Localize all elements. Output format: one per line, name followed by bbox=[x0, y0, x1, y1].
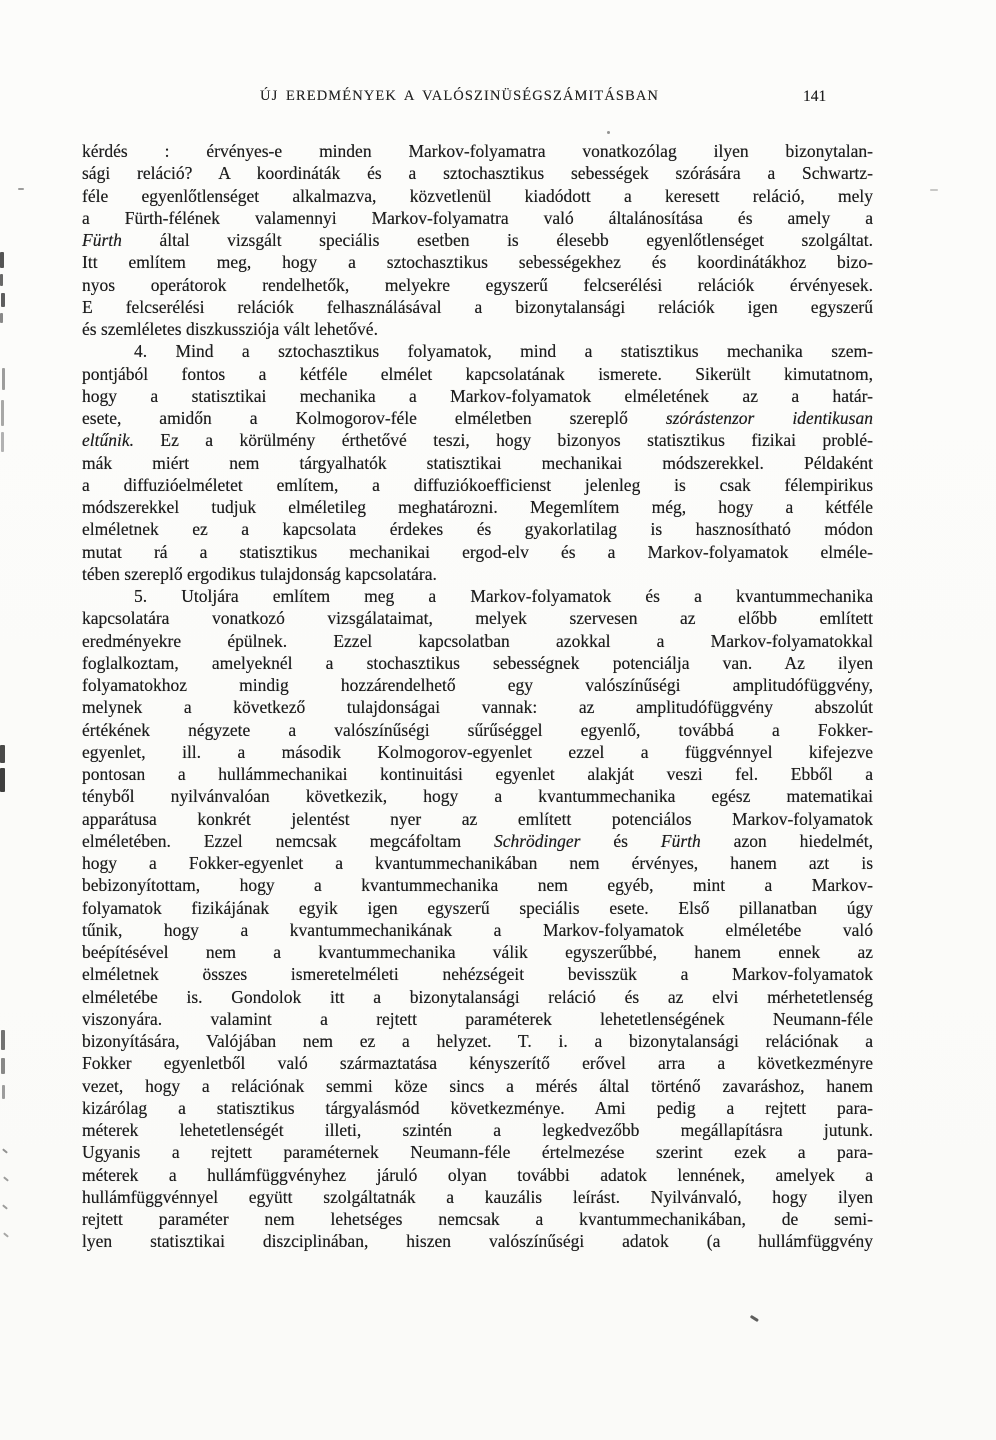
text-segment: és szemléletes diszkussziója vált lehetővé. bbox=[82, 319, 378, 339]
text-line bbox=[82, 1141, 873, 1163]
text-line bbox=[82, 452, 873, 474]
text-segment: elméletnek összes ismeretelméleti nehézségeit bevisszük a Markov-folyamatok bbox=[82, 964, 873, 985]
italic-text-segment: Fürth bbox=[82, 230, 122, 250]
scan-artifact bbox=[1, 1058, 5, 1074]
text-line bbox=[82, 1052, 873, 1074]
paragraph bbox=[82, 585, 873, 1253]
text-segment: nyos operátorok rendelhetők, melyekre egyszerű felcserélési relációk érvényesek. bbox=[82, 274, 873, 295]
text-segment: kapcsolatára vonatkozó vizsgálataimat, melyek szervesen az előbb említett bbox=[82, 608, 873, 629]
scan-artifact bbox=[2, 368, 5, 390]
text-line bbox=[82, 830, 873, 852]
text-segment: esete, amidőn a Kolmogorov-féle elméletben szereplő bbox=[82, 408, 666, 428]
text-line bbox=[82, 785, 873, 807]
text-line bbox=[82, 674, 873, 696]
text-line bbox=[82, 474, 873, 496]
text-line bbox=[82, 140, 873, 162]
text-segment: foglalkoztam, amelyeknél a stochasztikus sebességnek potenciálja van. Az ilyen bbox=[82, 652, 873, 673]
text-line bbox=[82, 518, 873, 540]
scan-artifact bbox=[2, 1204, 8, 1209]
text-segment: eredményekre épülnek. Ezzel kapcsolatban azokkal a Markov-folyamatokkal bbox=[82, 630, 873, 651]
text-line bbox=[82, 585, 873, 607]
scan-artifact bbox=[0, 745, 5, 763]
text-line bbox=[82, 852, 873, 874]
text-segment: bebizonyítottam, hogy a kvantummechanika nem egyéb, mint a Markov- bbox=[82, 875, 873, 896]
text-line bbox=[82, 251, 873, 273]
text-segment: tében szereplő ergodikus tulajdonság kapcsolatára. bbox=[82, 563, 437, 584]
text-segment: mák miért nem tárgyalhatók statisztikai mechanikai módszerekkel. Példaként bbox=[82, 452, 873, 473]
text-line bbox=[82, 1230, 873, 1252]
text-line bbox=[82, 808, 873, 830]
text-segment: mutat rá a statisztikus mechanikai ergod-elv és a Markov-folyamatok elméle- bbox=[82, 541, 873, 562]
scan-artifact bbox=[18, 188, 24, 190]
text-segment: méterek lehetetlenségét illeti, szintén a legkedvezőbb megállapításra jutunk. bbox=[82, 1120, 873, 1140]
scan-artifact bbox=[0, 313, 3, 323]
scan-artifact bbox=[3, 1232, 9, 1237]
text-line bbox=[82, 719, 873, 741]
scan-artifact bbox=[2, 1148, 8, 1153]
text-segment: által vizsgált speciális esetben is élesebb egyenlőtlenséget szolgáltat. bbox=[121, 230, 873, 250]
text-body bbox=[82, 140, 873, 1253]
text-segment: beépítésével nem a kvantummechanika válik egyszerűbbé, hanem ennek az bbox=[82, 942, 873, 962]
italic-text-segment: szórástenzor identikusan bbox=[665, 408, 873, 428]
scan-artifact bbox=[0, 252, 4, 268]
text-segment: hullámfüggvénnyel együtt szolgáltatnák a kauzális leírást. Nyilvánvaló, hogy ilyen bbox=[82, 1186, 873, 1207]
scan-artifact bbox=[0, 768, 5, 792]
text-segment: 4. Mind a sztochasztikus folyamatok, mind a statisztikus mechanika szem- bbox=[134, 341, 873, 362]
scan-artifact bbox=[2, 1085, 5, 1099]
text-segment: hogy a Fokker-egyenlet a kvantummechanikában nem érvényes, hanem azt is bbox=[82, 853, 873, 873]
text-line bbox=[82, 763, 873, 785]
text-line bbox=[82, 296, 873, 318]
text-segment: Itt említem meg, hogy a sztochasztikus sebességekhez és koordinátákhoz bizo- bbox=[82, 252, 873, 273]
text-segment: a diffuzióelméletet említem, a diffuziókoefficienst jelenleg is csak félempirikus bbox=[82, 474, 873, 495]
text-line bbox=[82, 941, 873, 963]
text-line bbox=[82, 1075, 873, 1097]
text-segment: hogy a statisztikai mechanika a Markov-folyamatok elméletének az a határ- bbox=[82, 385, 873, 406]
text-line bbox=[82, 963, 873, 985]
text-segment: a Fürth-félének valamennyi Markov-folyamatra való általánosítása és amely a bbox=[82, 207, 873, 228]
text-line bbox=[82, 741, 873, 763]
text-segment: bizonyítására, Valójában nem ez a helyzet. T. i. a bizonytalansági relációnak a bbox=[82, 1031, 873, 1051]
text-line bbox=[82, 229, 873, 251]
text-line bbox=[82, 207, 873, 229]
scan-artifact bbox=[930, 189, 938, 191]
text-line bbox=[82, 1208, 873, 1230]
text-segment: sági reláció? A koordináták és a sztochasztikus sebességek szórására a Schwartz- bbox=[82, 163, 873, 184]
text-line bbox=[82, 1097, 873, 1119]
text-line bbox=[82, 407, 873, 429]
text-line bbox=[82, 1030, 873, 1052]
italic-text-segment: Schrödinger bbox=[493, 830, 581, 851]
text-segment: Ugyanis a rejtett paraméternek Neumann-féle értelmezése szerint ezek a para- bbox=[82, 1142, 873, 1163]
text-line bbox=[82, 385, 873, 407]
text-line bbox=[82, 1008, 873, 1030]
text-line bbox=[82, 563, 873, 585]
text-segment: Fokker egyenletből való származtatása kényszerítő erővel arra a következményre bbox=[82, 1053, 873, 1074]
italic-text-segment: eltűnik. bbox=[82, 430, 134, 451]
text-line bbox=[82, 630, 873, 652]
text-segment: tényből nyilvánvalóan következik, hogy a kvantummechanika egész matematikai bbox=[82, 786, 873, 807]
text-segment: méterek a hullámfüggvényhez járuló olyan további adatok lennének, amelyek a bbox=[82, 1164, 873, 1185]
text-segment: E felcserélési relációk felhasználásával a bizonytalansági relációk igen egyszerű bbox=[82, 296, 873, 317]
text-line bbox=[82, 986, 873, 1008]
text-line bbox=[82, 696, 873, 718]
scan-artifact bbox=[1, 1030, 5, 1050]
page-number: 141 bbox=[803, 88, 827, 105]
scan-artifact bbox=[1, 400, 4, 426]
scan-artifact bbox=[607, 131, 610, 134]
text-segment: kérdés : érvényes-e minden Markov-folyamatra vonatkozólag ilyen bizonytalan- bbox=[82, 141, 873, 161]
scan-artifact bbox=[1, 432, 4, 452]
text-segment: értékének négyzete a valószínűségi sűrűséggel egyenlő, továbbá a Fokker- bbox=[82, 719, 873, 740]
text-line bbox=[82, 162, 873, 184]
text-segment: féle egyenlőtlenséget alkalmazva, közvetlenül kiadódott a keresett reláció, mely bbox=[82, 185, 873, 206]
text-line bbox=[82, 1164, 873, 1186]
text-segment: pontjából fontos a kétféle elmélet kapcsolatának ismerete. Sikerült kimutatnom, bbox=[82, 363, 873, 384]
text-line bbox=[82, 1186, 873, 1208]
text-line bbox=[82, 363, 873, 385]
text-line bbox=[82, 318, 873, 340]
text-line bbox=[82, 874, 873, 896]
text-segment: Ez a körülmény érthetővé teszi, hogy bizonyos statisztikus fizikai problé- bbox=[134, 430, 873, 451]
text-segment: 5. Utoljára említem meg a Markov-folyamatok és a kvantummechanika bbox=[134, 586, 873, 606]
text-segment: apparátusa konkrét jelentést nyer az említett potenciálos Markov-folyamatok bbox=[82, 808, 873, 829]
text-line bbox=[82, 607, 873, 629]
text-segment: tűnik, hogy a kvantummechanikának a Markov-folyamatok elméletébe való bbox=[82, 919, 873, 940]
scan-artifact bbox=[0, 274, 3, 286]
text-segment: azon hiedelmét, bbox=[700, 830, 873, 851]
text-segment: elméletébe is. Gondolok itt a bizonytalansági reláció és az elvi mérhetetlenség bbox=[82, 986, 873, 1007]
text-segment: kizárólag a statisztikus tárgyalásmód következménye. Ami pedig a rejtett para- bbox=[82, 1097, 873, 1118]
text-line bbox=[82, 185, 873, 207]
text-segment: egyenlet, ill. a második Kolmogorov-egyenlet ezzel a függvénnyel kifejezve bbox=[82, 741, 873, 762]
scan-artifact bbox=[3, 1176, 9, 1181]
text-segment: és bbox=[580, 830, 661, 851]
scan-artifact bbox=[1, 293, 5, 307]
running-title: ÚJ EREDMÉNYEK A VALÓSZINÜSÉGSZÁMITÁSBAN bbox=[260, 88, 659, 104]
text-segment: elméletében. Ezzel nemcsak megcáfoltam bbox=[82, 830, 494, 851]
text-line bbox=[82, 1119, 873, 1141]
text-line bbox=[82, 496, 873, 518]
text-line bbox=[82, 652, 873, 674]
text-line bbox=[82, 429, 873, 451]
text-segment: folyamatokhoz mindig hozzárendelhető egy valószínűségi amplitudófüggvény, bbox=[82, 675, 873, 695]
text-segment: lyen statisztikai diszciplinában, hiszen valószínűségi adatok (a hullámfüggvény bbox=[82, 1231, 873, 1252]
text-segment: módszerekkel tudjuk elméletileg meghatározni. Megemlítem még, hogy a kétféle bbox=[82, 497, 873, 517]
text-line bbox=[82, 274, 873, 296]
text-line bbox=[82, 541, 873, 563]
page-header bbox=[0, 88, 996, 110]
text-segment: viszonyára. valamint a rejtett paraméterek lehetetlenségének Neumann-féle bbox=[82, 1008, 873, 1029]
text-line bbox=[82, 919, 873, 941]
text-line bbox=[82, 897, 873, 919]
text-segment: elméletnek ez a kapcsolata érdekes és gyakorlatilag is hasznosítható módon bbox=[82, 519, 873, 540]
paragraph bbox=[82, 140, 873, 340]
text-segment: vezet, hogy a relációnak semmi köze sincs a mérés által történő zavaráshoz, hanem bbox=[82, 1075, 873, 1096]
paragraph bbox=[82, 340, 873, 585]
text-segment: melynek a következő tulajdonságai vannak: az amplitudófüggvény abszolút bbox=[82, 697, 873, 718]
text-segment: pontosan a hullámmechanikai kontinuitási egyenlet alakját veszi fel. Ebből a bbox=[82, 764, 873, 784]
text-line bbox=[82, 340, 873, 362]
italic-text-segment: Fürth bbox=[660, 830, 701, 851]
text-segment: rejtett paraméter nem lehetséges nemcsak a kvantummechanikában, de semi- bbox=[82, 1209, 873, 1229]
text-segment: folyamatok fizikájának egyik igen egyszerű speciális esete. Első pillanatban úgy bbox=[82, 897, 873, 918]
scan-artifact bbox=[750, 1315, 759, 1322]
